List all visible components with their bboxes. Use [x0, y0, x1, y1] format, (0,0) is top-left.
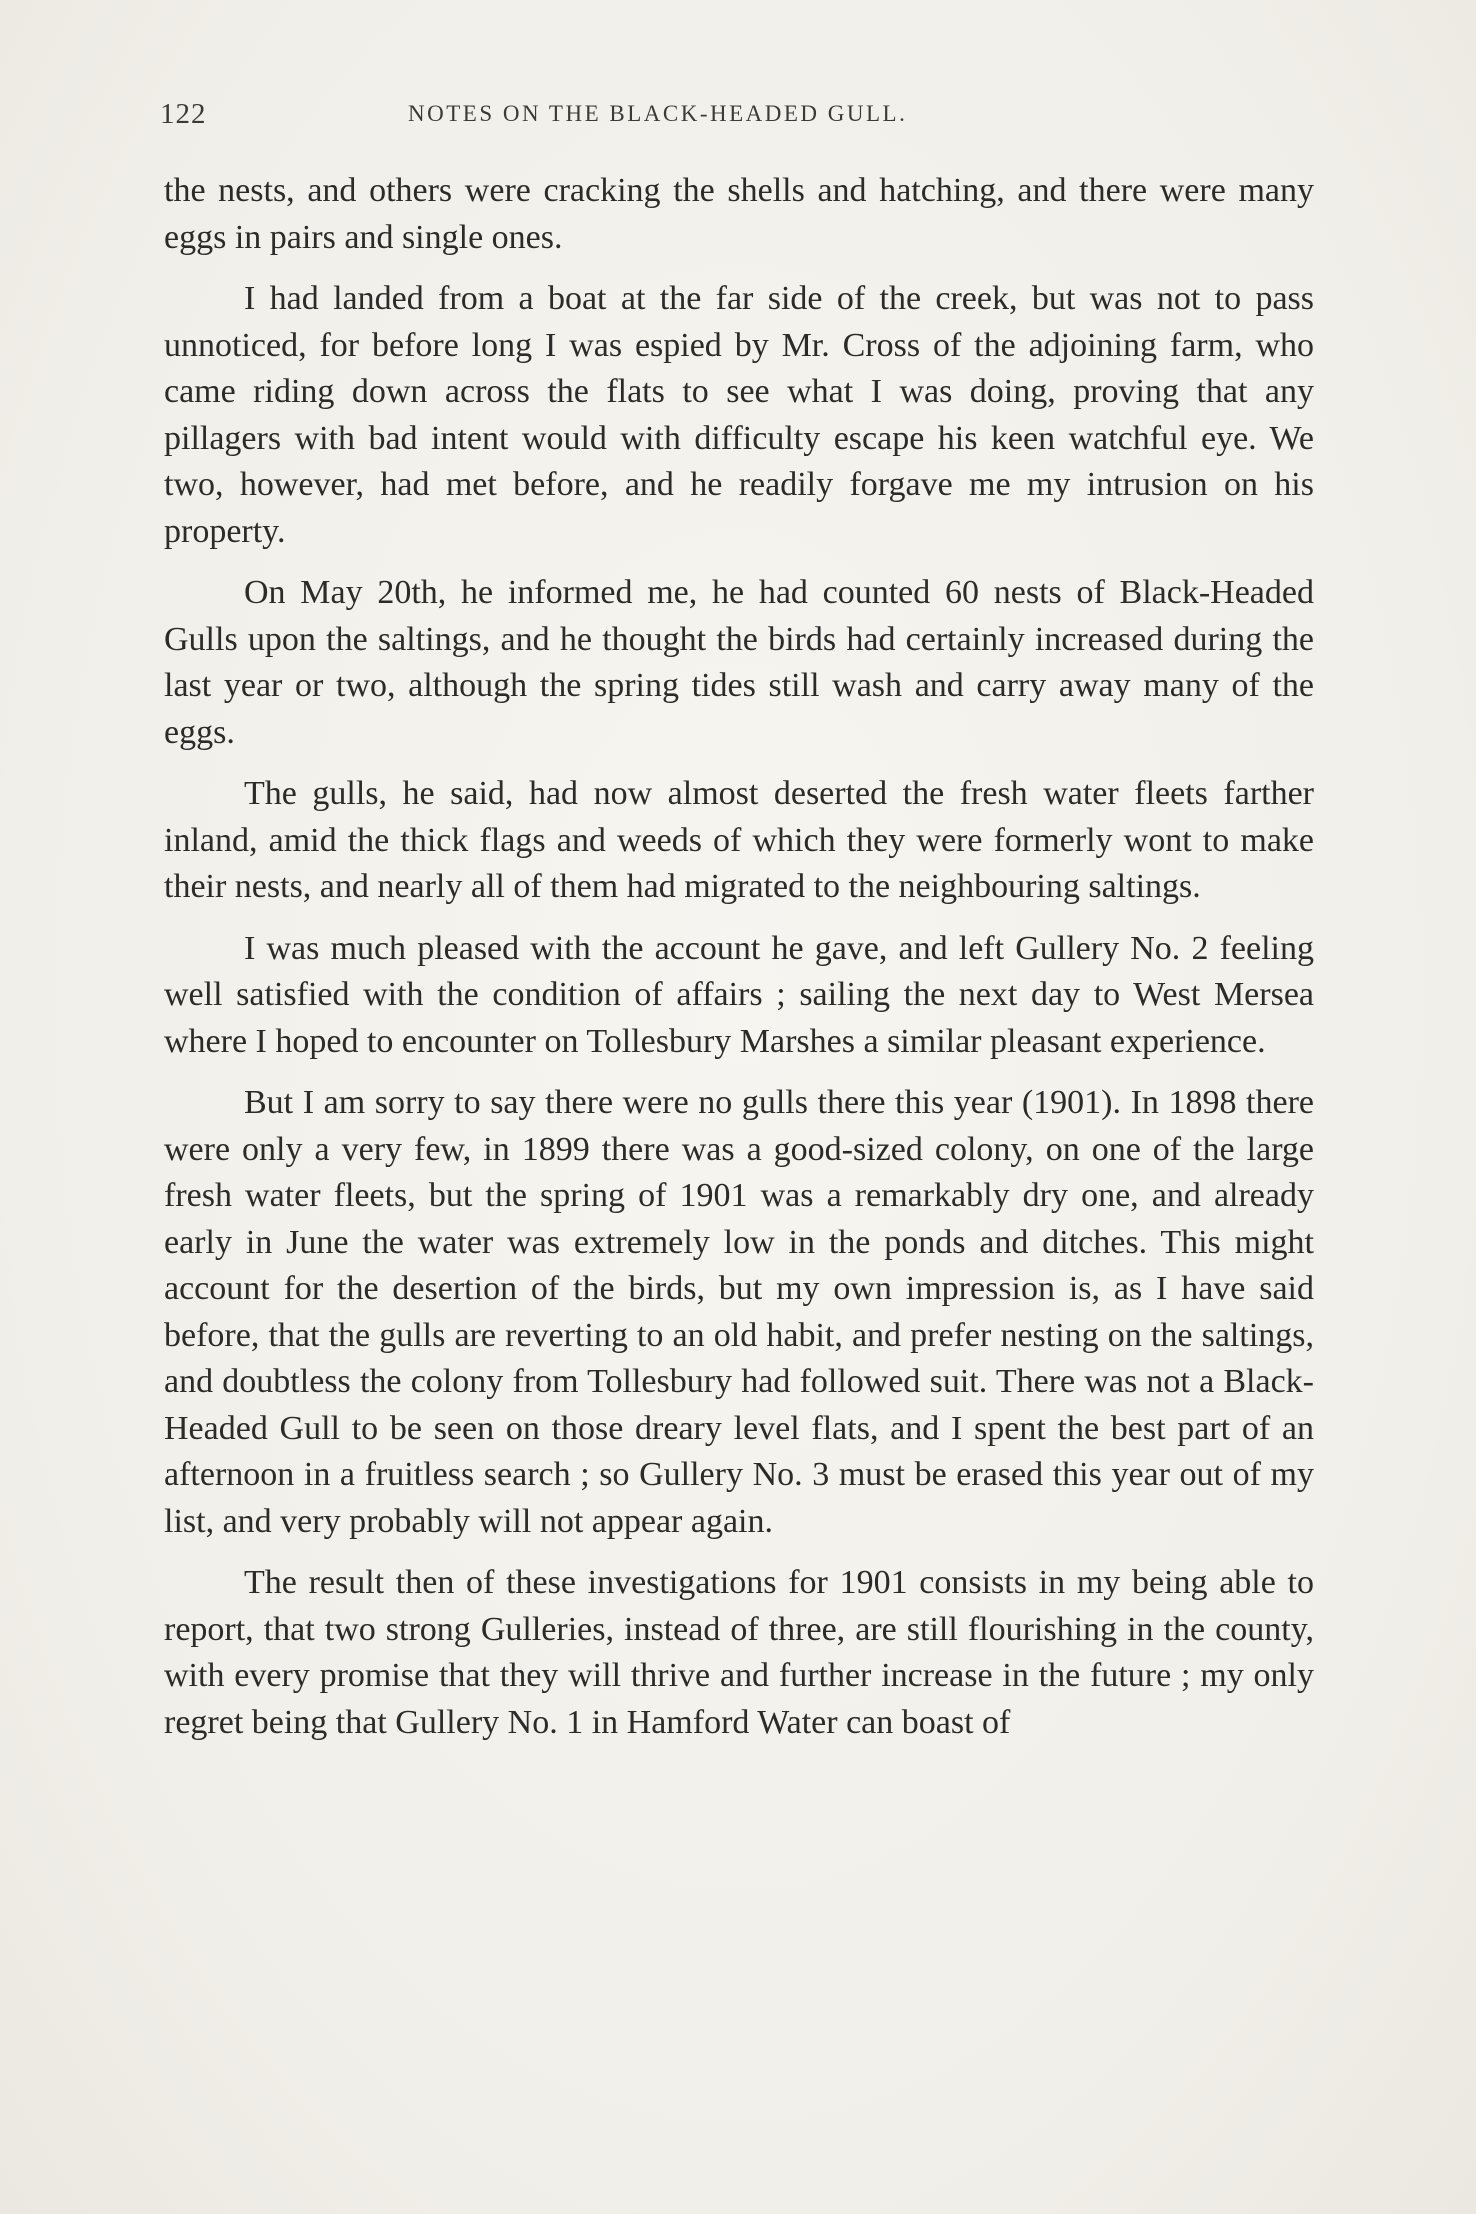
- paragraph-continuation: the nests, and others were cracking the shells and hatching, and there were many eggs in pairs and single ones.: [164, 172, 1314, 256]
- page-number: 122: [160, 98, 207, 130]
- running-title: NOTES ON THE BLACK-HEADED GULL.: [408, 101, 908, 126]
- paragraph-may-nests: On May 20th, he informed me, he had counted 60 nests of Black-Headed Gulls upon the saltings, and he thought the birds had certainly increased during the last year or two, although the spring tides still wash and carry away many of the eggs.: [164, 574, 1314, 751]
- paragraph-tollesbury: But I am sorry to say there were no gulls there this year (1901). In 1898 there were only a very few, in 1899 there was a good-sized colony, on one of the large fresh water fleets, but the spring of 1901 was a remarkably dry one, and already early in June the water was extremely low in the ponds and ditches. This might account for the desertion of the birds, but my own impression is, as I have said before, that the gulls are reverting to an old habit, and prefer nesting on the saltings, and doubtless the colony from Tollesbury had followed suit. There was not a Black-Headed Gull to be seen on those dreary level flats, and I spent the best part of an afternoon in a fruitless search ; so Gullery No. 3 must be erased this year out of my list, and very probably will not appear again.: [164, 1084, 1314, 1540]
- paragraph-gullery-two: I was much pleased with the account he gave, and left Gullery No. 2 feeling well satisfied with the condition of affairs ; sailing the next day to West Mersea where I hoped to encounter on Tollesbury Marshes a similar pleasant experience.: [164, 929, 1314, 1060]
- body-text: [164, 168, 1314, 1761]
- paragraph-landing-creek: I had landed from a boat at the far side of the creek, but was not to pass unnoticed, for before long I was espied by Mr. Cross of the adjoining farm, who came riding down across the flats to see what I was doing, proving that any pillagers with bad intent would with difficulty escape his keen watchful eye. We two, however, had met before, and he readily forgave me my intrusion on his property.: [164, 280, 1314, 550]
- paragraph-result-1901: The result then of these investigations for 1901 consists in my being able to report, that two strong Gulleries, instead of three, are still flourishing in the county, with every promise that they will thrive and further increase in the future ; my only regret being that Gullery No. 1 in Hamford Water can boast of: [164, 1564, 1314, 1741]
- running-head: [160, 98, 1322, 138]
- paragraph-fresh-water-fleets: The gulls, he said, had now almost deserted the fresh water fleets farther inland, amid the thick flags and weeds of which they were formerly wont to make their nests, and nearly all of them had migrated to the neighbouring saltings.: [164, 775, 1314, 905]
